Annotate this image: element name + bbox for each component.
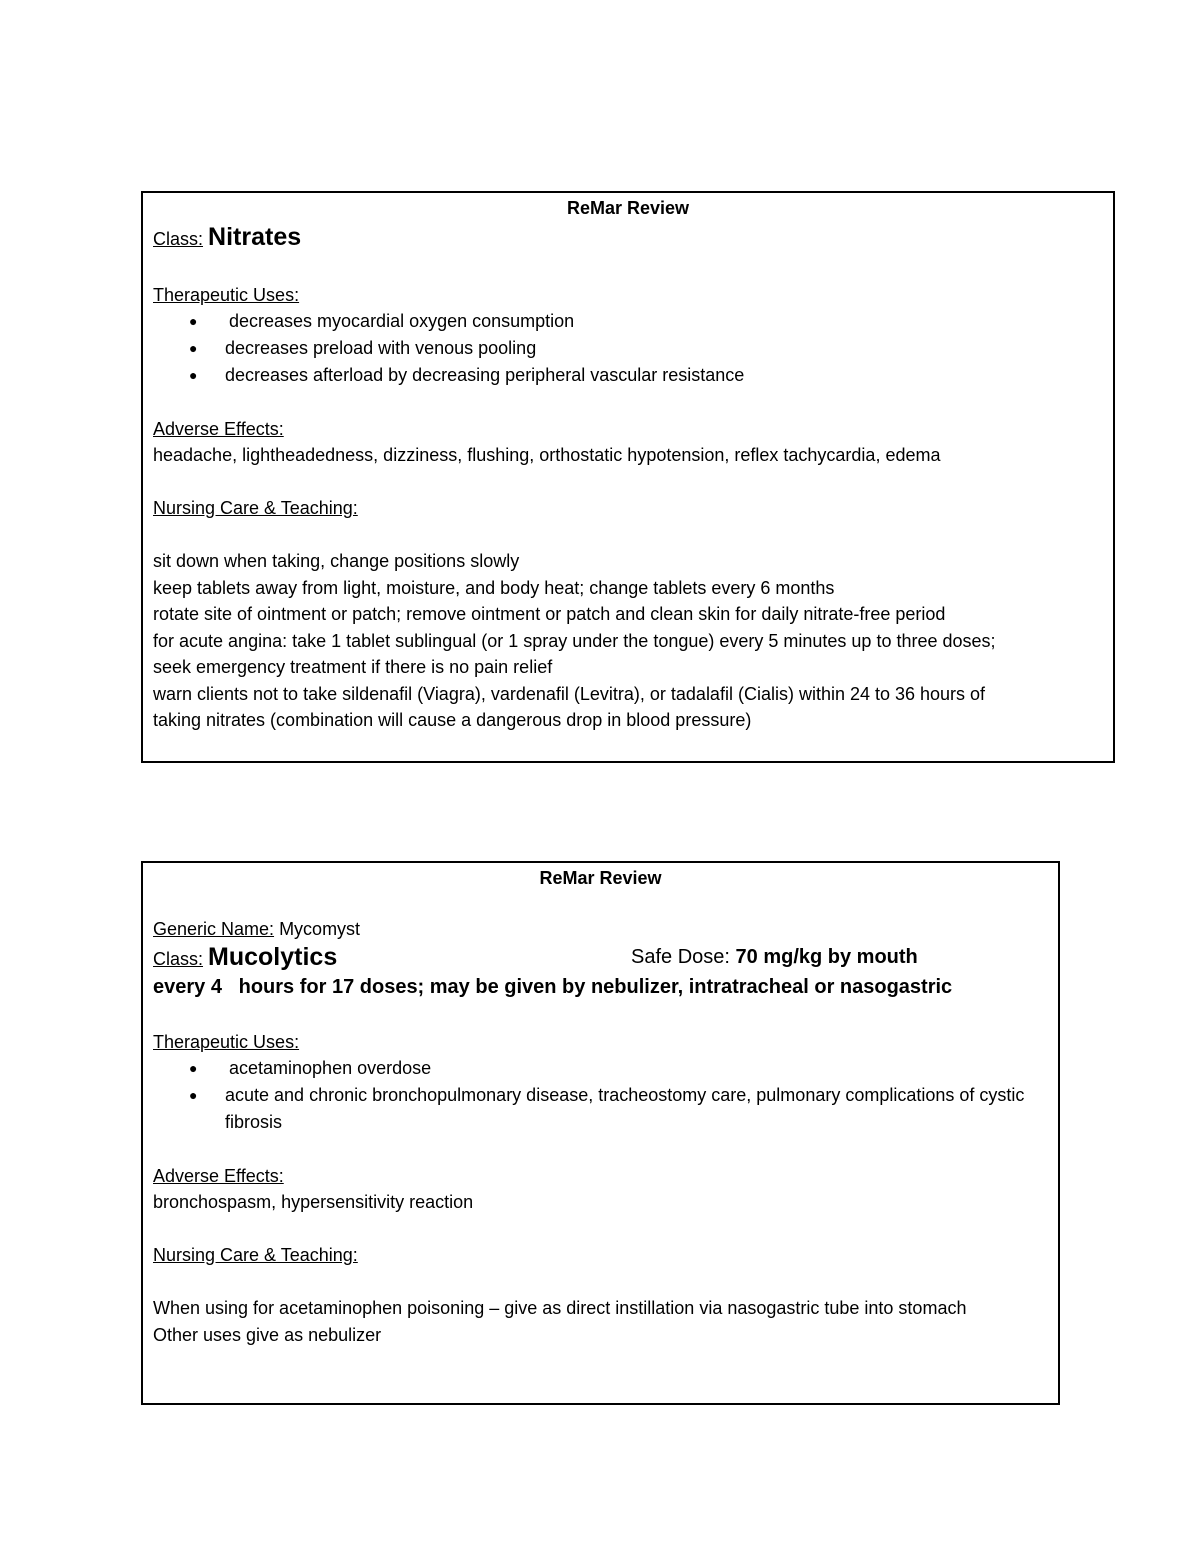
bullet-icon: ● xyxy=(189,367,198,383)
class-row xyxy=(153,219,1103,255)
spacer xyxy=(153,1269,1048,1296)
nursing-line: for acute angina: take 1 tablet sublingual (or 1 spray under the tongue) every 5 minutes up to three doses; xyxy=(153,630,996,651)
list-item: ● decreases afterload by decreasing peripheral vascular resistance xyxy=(153,362,1103,389)
safe-dose-label: Safe Dose: xyxy=(631,946,730,968)
therapeutic-uses-heading: Therapeutic Uses: xyxy=(153,1031,300,1052)
spacer xyxy=(153,469,1103,496)
nursing-care-heading: Nursing Care & Teaching: xyxy=(153,498,358,518)
bullet-icon: ● xyxy=(189,1060,198,1076)
spacer xyxy=(153,389,1103,416)
list-item: ● acute and chronic bronchopulmonary disease, tracheostomy care, pulmonary complications of cystic fibrosis xyxy=(153,1082,1048,1136)
class-label: Class: xyxy=(153,229,204,249)
class-row xyxy=(153,942,1048,972)
bullet-icon: ● xyxy=(189,340,198,356)
spacer xyxy=(153,1002,1048,1029)
nursing-line: Other uses give as nebulizer xyxy=(153,1324,382,1345)
adverse-effects-text: headache, lightheadedness, dizziness, flushing, orthostatic hypotension, reflex tachycardia, edema xyxy=(153,445,941,465)
generic-name-value: Mycomyst xyxy=(279,918,361,939)
adverse-effects-text: bronchospasm, hypersensitivity reaction xyxy=(153,1192,474,1212)
drug-card-nitrates xyxy=(141,191,1115,763)
generic-name-label: Generic Name: xyxy=(153,918,275,939)
card-title: ReMar Review xyxy=(539,868,662,888)
safe-dose xyxy=(631,942,918,972)
spacer xyxy=(153,522,1103,549)
nursing-line: seek emergency treatment if there is no pain relief xyxy=(153,657,553,677)
spacer xyxy=(153,1136,1048,1163)
list-item: ● acetaminophen overdose xyxy=(153,1055,1048,1082)
class-label: Class: xyxy=(153,949,204,969)
nursing-care-heading: Nursing Care & Teaching: xyxy=(153,1245,358,1265)
safe-dose-value: 70 mg/kg by mouth xyxy=(735,946,918,968)
nursing-line: taking nitrates (combination will cause a dangerous drop in blood pressure) xyxy=(153,710,752,730)
spacer xyxy=(153,1216,1048,1243)
nursing-line: keep tablets away from light, moisture, and body heat; change tablets every 6 months xyxy=(153,577,835,598)
spacer xyxy=(153,255,1103,282)
list-item: ● decreases myocardial oxygen consumption xyxy=(153,308,1103,335)
list-item: ● decreases preload with venous pooling xyxy=(153,335,1103,362)
nursing-line: rotate site of ointment or patch; remove ointment or patch and clean skin for daily nitrate-free period xyxy=(153,604,946,624)
nursing-line: sit down when taking, change positions slowly xyxy=(153,551,520,571)
bullet-icon: ● xyxy=(189,1087,198,1103)
nursing-line: warn clients not to take sildenafil (Viagra), vardenafil (Levitra), or tadalafil (Cialis) within 24 to 36 hours of xyxy=(153,683,986,704)
nursing-line: When using for acetaminophen poisoning – give as direct instillation via nasogastric tube into stomach xyxy=(153,1298,967,1318)
class-value: Mucolytics xyxy=(208,943,338,971)
card-title: ReMar Review xyxy=(566,198,690,218)
therapeutic-uses-list xyxy=(153,1055,1048,1136)
therapeutic-uses-heading: Therapeutic Uses: xyxy=(153,284,300,305)
dose-continued: every 4 hours for 17 doses; may be given by nebulizer, intratracheal or nasogastric xyxy=(153,976,953,998)
therapeutic-uses-list xyxy=(153,308,1103,389)
class-value: Nitrates xyxy=(208,223,302,251)
adverse-effects-heading: Adverse Effects: xyxy=(153,418,284,439)
bullet-icon: ● xyxy=(189,313,198,329)
drug-card-mucolytics xyxy=(141,861,1060,1405)
spacer xyxy=(153,889,1048,916)
adverse-effects-heading: Adverse Effects: xyxy=(153,1165,284,1186)
generic-name-row xyxy=(153,916,1048,943)
